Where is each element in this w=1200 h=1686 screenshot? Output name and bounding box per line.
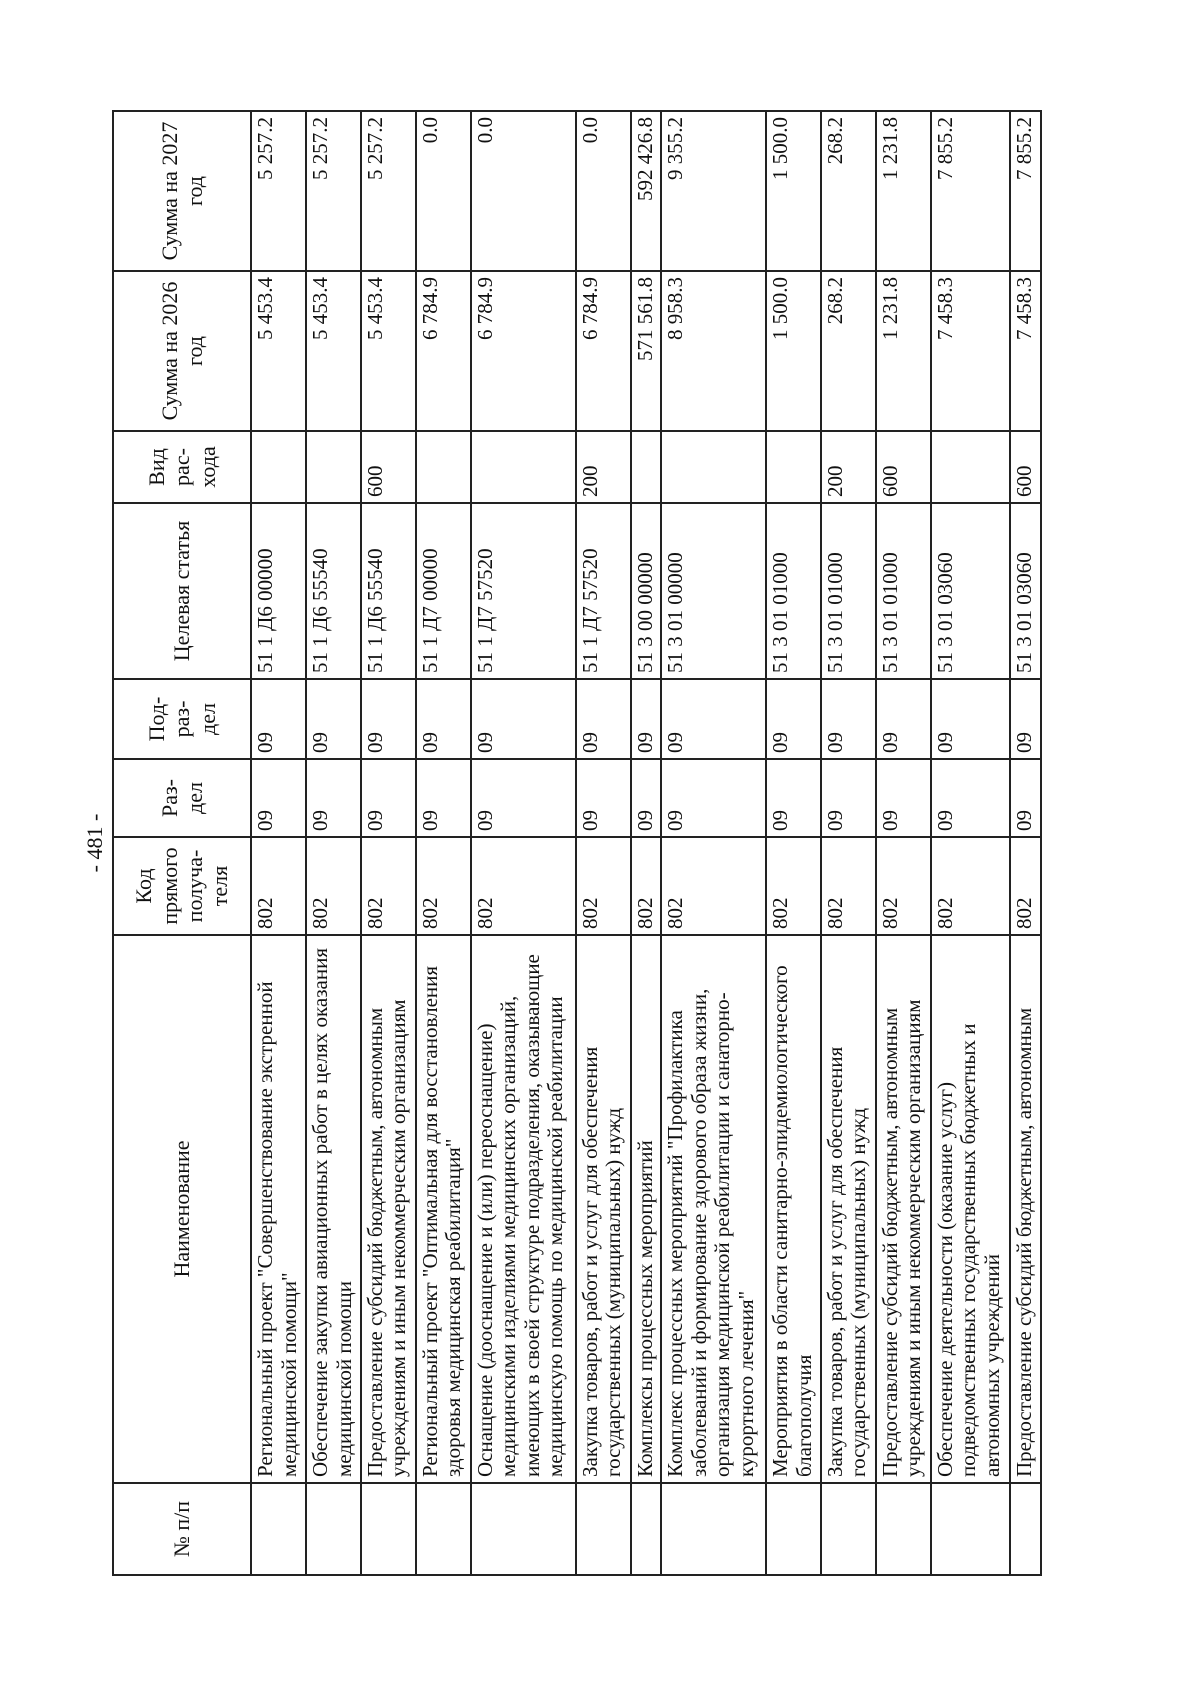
cell-recipient: 802 xyxy=(821,837,876,935)
cell-target: 51 1 Д6 00000 xyxy=(251,503,306,679)
cell-expense xyxy=(931,431,1010,503)
cell-recipient: 802 xyxy=(876,837,931,935)
cell-name: Закупка товаров, работ и услуг для обеспечения государственных (муниципальных) нужд xyxy=(821,935,876,1483)
cell-num xyxy=(931,1483,1010,1575)
cell-subsection: 09 xyxy=(471,679,576,759)
cell-num xyxy=(361,1483,416,1575)
cell-sum2027: 0.0 xyxy=(576,111,631,271)
cell-sum2026: 5 453.4 xyxy=(306,271,361,431)
cell-section: 09 xyxy=(471,759,576,837)
cell-num xyxy=(876,1483,931,1575)
table-row xyxy=(931,111,1010,1575)
cell-subsection: 09 xyxy=(631,679,662,759)
cell-name: Закупка товаров, работ и услуг для обеспечения государственных (муниципальных) нужд xyxy=(576,935,631,1483)
cell-expense: 600 xyxy=(876,431,931,503)
cell-num xyxy=(306,1483,361,1575)
cell-sum2027: 7 855.2 xyxy=(1010,111,1041,271)
table-row xyxy=(361,111,416,1575)
cell-subsection: 09 xyxy=(1010,679,1041,759)
cell-num xyxy=(1010,1483,1041,1575)
cell-sum2026: 571 561.8 xyxy=(631,271,662,431)
budget-table xyxy=(112,110,1042,1576)
cell-recipient: 802 xyxy=(576,837,631,935)
cell-expense xyxy=(306,431,361,503)
cell-expense xyxy=(661,431,766,503)
cell-sum2026: 7 458.3 xyxy=(931,271,1010,431)
cell-subsection: 09 xyxy=(361,679,416,759)
page-number: - 481 - xyxy=(82,813,107,873)
cell-target: 51 1 Д6 55540 xyxy=(306,503,361,679)
cell-sum2026: 7 458.3 xyxy=(1010,271,1041,431)
cell-target: 51 3 01 00000 xyxy=(661,503,766,679)
cell-expense: 600 xyxy=(1010,431,1041,503)
cell-subsection: 09 xyxy=(251,679,306,759)
cell-recipient: 802 xyxy=(471,837,576,935)
cell-subsection: 09 xyxy=(306,679,361,759)
table-row xyxy=(1010,111,1041,1575)
cell-name: Обеспечение закупки авиационных работ в целях оказания медицинской помощи xyxy=(306,935,361,1483)
table-header-row xyxy=(113,111,251,1575)
cell-expense xyxy=(251,431,306,503)
cell-expense xyxy=(631,431,662,503)
cell-sum2027: 268.2 xyxy=(821,111,876,271)
cell-subsection: 09 xyxy=(766,679,821,759)
cell-subsection: 09 xyxy=(416,679,471,759)
cell-target: 51 3 01 01000 xyxy=(876,503,931,679)
cell-name: Предоставление субсидий бюджетным, автономным учреждениям и иным некоммерческим организациям xyxy=(876,935,931,1483)
cell-target: 51 3 00 00000 xyxy=(631,503,662,679)
cell-name: Оснащение (дооснащение и (или) переоснащение) медицинскими изделиями медицинских организаций, имеющих в своей структуре подразделения, оказывающие медицинскую помощь по медицинской реабилитации xyxy=(471,935,576,1483)
cell-expense xyxy=(416,431,471,503)
header-name: Наименование xyxy=(113,935,251,1483)
cell-expense xyxy=(766,431,821,503)
cell-target: 51 1 Д7 57520 xyxy=(576,503,631,679)
cell-section: 09 xyxy=(306,759,361,837)
cell-sum2027: 592 426.8 xyxy=(631,111,662,271)
header-expense: Вид рас-хода xyxy=(113,431,251,503)
cell-subsection: 09 xyxy=(576,679,631,759)
cell-num xyxy=(661,1483,766,1575)
cell-section: 09 xyxy=(821,759,876,837)
cell-name: Комплексы процессных мероприятий xyxy=(631,935,662,1483)
table-row xyxy=(471,111,576,1575)
cell-section: 09 xyxy=(251,759,306,837)
cell-section: 09 xyxy=(661,759,766,837)
header-subsection: Под-раз-дел xyxy=(113,679,251,759)
cell-sum2027: 5 257.2 xyxy=(251,111,306,271)
cell-sum2027: 9 355.2 xyxy=(661,111,766,271)
cell-section: 09 xyxy=(631,759,662,837)
cell-expense: 600 xyxy=(361,431,416,503)
table-row xyxy=(661,111,766,1575)
cell-recipient: 802 xyxy=(361,837,416,935)
cell-recipient: 802 xyxy=(766,837,821,935)
cell-sum2026: 268.2 xyxy=(821,271,876,431)
header-sum2026: Сумма на 2026 год xyxy=(113,271,251,431)
header-section: Раз-дел xyxy=(113,759,251,837)
cell-recipient: 802 xyxy=(416,837,471,935)
cell-sum2026: 6 784.9 xyxy=(576,271,631,431)
cell-subsection: 09 xyxy=(661,679,766,759)
cell-num xyxy=(766,1483,821,1575)
cell-sum2026: 1 500.0 xyxy=(766,271,821,431)
cell-subsection: 09 xyxy=(931,679,1010,759)
cell-num xyxy=(416,1483,471,1575)
cell-name: Обеспечение деятельности (оказание услуг) подведомственных государственных бюджетных и автономных учреждений xyxy=(931,935,1010,1483)
cell-num xyxy=(631,1483,662,1575)
cell-section: 09 xyxy=(361,759,416,837)
cell-target: 51 1 Д7 57520 xyxy=(471,503,576,679)
cell-sum2027: 1 500.0 xyxy=(766,111,821,271)
cell-sum2027: 5 257.2 xyxy=(361,111,416,271)
table-row xyxy=(306,111,361,1575)
cell-sum2026: 8 958.3 xyxy=(661,271,766,431)
cell-sum2027: 1 231.8 xyxy=(876,111,931,271)
table-row xyxy=(766,111,821,1575)
cell-recipient: 802 xyxy=(1010,837,1041,935)
cell-name: Региональный проект "Совершенствование экстренной медицинской помощи" xyxy=(251,935,306,1483)
cell-section: 09 xyxy=(576,759,631,837)
table-row xyxy=(821,111,876,1575)
cell-num xyxy=(576,1483,631,1575)
table-row xyxy=(876,111,931,1575)
cell-sum2027: 0.0 xyxy=(416,111,471,271)
cell-num xyxy=(251,1483,306,1575)
cell-sum2026: 6 784.9 xyxy=(471,271,576,431)
cell-recipient: 802 xyxy=(631,837,662,935)
cell-recipient: 802 xyxy=(661,837,766,935)
cell-sum2026: 5 453.4 xyxy=(361,271,416,431)
cell-sum2026: 5 453.4 xyxy=(251,271,306,431)
cell-name: Мероприятия в области санитарно-эпидемиологического благополучия xyxy=(766,935,821,1483)
cell-section: 09 xyxy=(416,759,471,837)
cell-sum2027: 5 257.2 xyxy=(306,111,361,271)
cell-num xyxy=(821,1483,876,1575)
header-target: Целевая статья xyxy=(113,503,251,679)
cell-target: 51 1 Д6 55540 xyxy=(361,503,416,679)
cell-expense: 200 xyxy=(821,431,876,503)
cell-sum2027: 0.0 xyxy=(471,111,576,271)
cell-target: 51 3 01 03060 xyxy=(931,503,1010,679)
cell-sum2026: 1 231.8 xyxy=(876,271,931,431)
cell-target: 51 3 01 01000 xyxy=(821,503,876,679)
cell-section: 09 xyxy=(876,759,931,837)
table-body xyxy=(251,111,1041,1575)
cell-target: 51 3 01 03060 xyxy=(1010,503,1041,679)
cell-section: 09 xyxy=(1010,759,1041,837)
table-row xyxy=(631,111,662,1575)
cell-name: Региональный проект "Оптимальная для восстановления здоровья медицинская реабилитация" xyxy=(416,935,471,1483)
cell-subsection: 09 xyxy=(821,679,876,759)
cell-subsection: 09 xyxy=(876,679,931,759)
header-recipient: Код прямого получа-теля xyxy=(113,837,251,935)
cell-sum2026: 6 784.9 xyxy=(416,271,471,431)
cell-target: 51 1 Д7 00000 xyxy=(416,503,471,679)
cell-num xyxy=(471,1483,576,1575)
cell-section: 09 xyxy=(931,759,1010,837)
cell-section: 09 xyxy=(766,759,821,837)
header-num: № п/п xyxy=(113,1483,251,1575)
cell-name: Предоставление субсидий бюджетным, автономным xyxy=(1010,935,1041,1483)
cell-target: 51 3 01 01000 xyxy=(766,503,821,679)
cell-sum2027: 7 855.2 xyxy=(931,111,1010,271)
cell-expense xyxy=(471,431,576,503)
cell-recipient: 802 xyxy=(306,837,361,935)
cell-recipient: 802 xyxy=(251,837,306,935)
cell-name: Комплекс процессных мероприятий "Профилактика заболеваний и формирование здорового образа жизни, организация медицинской реабилитации и санаторно-курортного лечения" xyxy=(661,935,766,1483)
table-row xyxy=(576,111,631,1575)
table-row xyxy=(251,111,306,1575)
cell-expense: 200 xyxy=(576,431,631,503)
cell-recipient: 802 xyxy=(931,837,1010,935)
cell-name: Предоставление субсидий бюджетным, автономным учреждениям и иным некоммерческим организациям xyxy=(361,935,416,1483)
header-sum2027: Сумма на 2027 год xyxy=(113,111,251,271)
table-row xyxy=(416,111,471,1575)
rotated-table-container xyxy=(112,112,1042,1576)
